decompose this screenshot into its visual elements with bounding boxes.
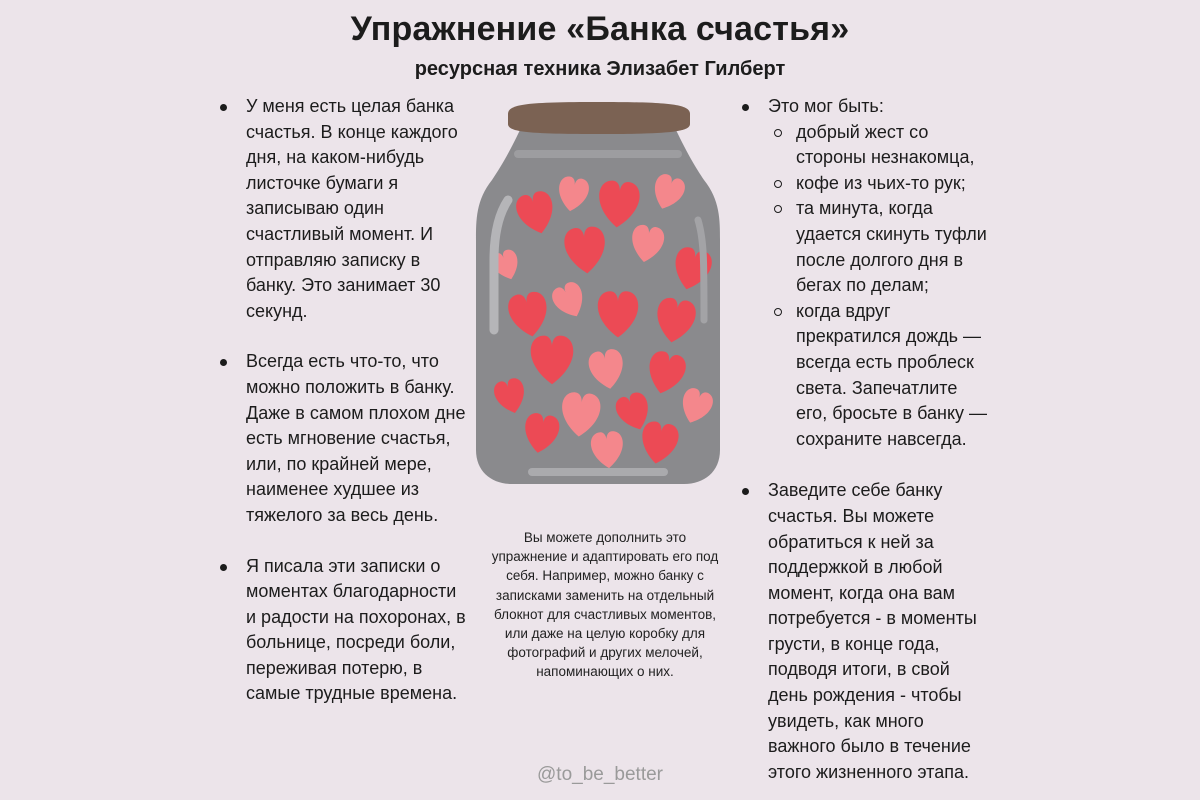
- page-subtitle: ресурсная техника Элизабет Гилберт: [414, 58, 786, 80]
- right-closing-item: Заведите себе банку счастья. Вы можете обратиться к ней за поддержкой в любой момент, когда она вам потребуется - в моменты грусти, в конце года, подводя итоги, в свой день рождения - чтобы увидеть, как много важного было в течение этого жизненного этапа.: [742, 478, 992, 785]
- example-item-4: когда вдруг прекратился дождь — всегда есть проблеск света. Запечатлите его, бросьте в банку — сохраните навсегда.: [768, 299, 992, 453]
- left-column: [220, 94, 470, 707]
- jar-neck-line: [514, 150, 682, 158]
- left-item-1: У меня есть целая банка счастья. В конце каждого дня, на каком-нибудь листочке бумаги я записываю один счастливый момент. И отправляю записку в банку. Это занимает 30 секунд.: [220, 94, 470, 324]
- left-item-3: Я писала эти записки о моментах благодарности и радости на похоронах, в больнице, посреди боли, переживая потерю, в самые трудные времена.: [220, 554, 470, 708]
- left-item-2: Всегда есть что-то, что можно положить в банку. Даже в самом плохом дне есть мгновение счастья, или, по крайней мере, наименее худшее из тяжелого за весь день.: [220, 349, 470, 528]
- example-item-3: та минута, когда удается скинуть туфли после долгого дня в бегах по делам;: [768, 196, 992, 298]
- jar-lid: [508, 102, 690, 134]
- right-column: [742, 94, 992, 785]
- page-title: Упражнение «Банка счастья»: [350, 10, 850, 48]
- adaptation-caption: Вы можете дополнить это упражнение и адаптировать его под себя. Например, можно банку с записками заменить на отдельный блокнот для счастливых моментов, или даже на целую коробку для фотографий и других мелочей, напоминающих о них.: [491, 530, 719, 680]
- jar-of-hearts-icon: [468, 100, 728, 490]
- example-item-1: добрый жест со стороны незнакомца,: [768, 120, 992, 171]
- author-handle: @to_be_better: [537, 764, 663, 785]
- right-intro-item: [742, 94, 992, 452]
- example-item-2: кофе из чьих-то рук;: [768, 171, 992, 197]
- jar-bottom-stripe: [528, 468, 668, 476]
- right-intro-text: Это мог быть:: [768, 96, 884, 116]
